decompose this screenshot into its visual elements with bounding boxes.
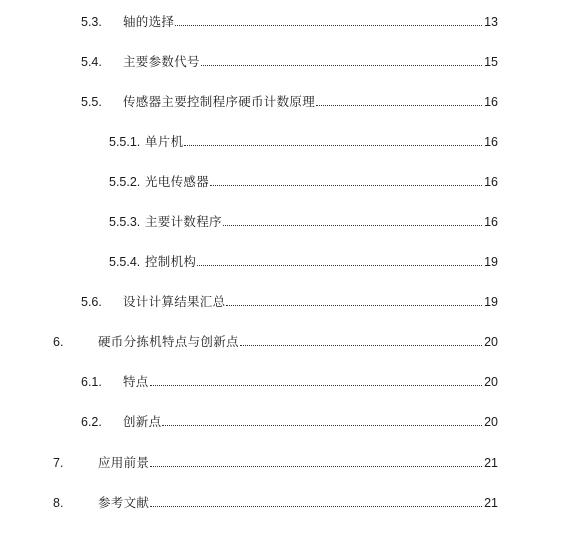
toc-entry-title: 应用前景 bbox=[98, 455, 150, 470]
toc-entry-number: 6.1. bbox=[81, 375, 102, 389]
toc-leader-dots bbox=[150, 384, 482, 386]
toc-entry-page: 20 bbox=[484, 375, 498, 389]
toc-leader-dots bbox=[226, 304, 482, 306]
toc-entry-number: 5.5.1. bbox=[109, 135, 141, 149]
toc-leader-dots bbox=[210, 184, 482, 186]
toc-entry-number: 5.5.3. bbox=[109, 215, 141, 229]
toc-entry-5-3[interactable] bbox=[81, 10, 498, 30]
toc-entry-number: 5.4. bbox=[81, 55, 102, 69]
toc-entry-5-5-2[interactable] bbox=[109, 170, 498, 190]
toc-entry-page: 19 bbox=[484, 255, 498, 269]
toc-entry-number: 5.5.4. bbox=[109, 255, 141, 269]
toc-leader-dots bbox=[150, 505, 482, 507]
toc-entry-6-2[interactable] bbox=[81, 410, 498, 430]
toc-leader-dots bbox=[316, 104, 482, 106]
toc-entry-title: 硬币分拣机特点与创新点 bbox=[98, 334, 239, 349]
toc-entry-title: 参考文献 bbox=[98, 495, 150, 510]
toc-entry-title: 轴的选择 bbox=[123, 14, 175, 29]
toc-entry-title: 传感器主要控制程序硬币计数原理 bbox=[123, 94, 316, 109]
toc-leader-dots bbox=[150, 465, 482, 467]
toc-entry-page: 16 bbox=[484, 175, 498, 189]
toc-entry-title: 特点 bbox=[123, 374, 149, 389]
toc-entry-6[interactable] bbox=[53, 330, 498, 350]
toc-entry-page: 20 bbox=[484, 415, 498, 429]
toc-leader-dots bbox=[223, 224, 482, 226]
toc-entry-5-5[interactable] bbox=[81, 90, 498, 110]
toc-entry-page: 21 bbox=[484, 456, 498, 470]
toc-entry-7[interactable] bbox=[53, 451, 498, 471]
toc-entry-number: 5.5. bbox=[81, 95, 102, 109]
toc-leader-dots bbox=[197, 264, 482, 266]
toc-entry-number: 5.6. bbox=[81, 295, 102, 309]
toc-entry-page: 15 bbox=[484, 55, 498, 69]
toc-leader-dots bbox=[201, 64, 482, 66]
toc-entry-number: 8. bbox=[53, 496, 64, 510]
toc-leader-dots bbox=[184, 144, 482, 146]
toc-entry-number: 7. bbox=[53, 456, 64, 470]
toc-entry-page: 13 bbox=[484, 15, 498, 29]
toc-entry-title: 控制机构 bbox=[145, 254, 197, 269]
toc-entry-5-6[interactable] bbox=[81, 290, 498, 310]
toc-entry-6-1[interactable] bbox=[81, 370, 498, 390]
toc-entry-page: 16 bbox=[484, 215, 498, 229]
toc-leader-dots bbox=[162, 424, 482, 426]
toc-entry-title: 设计计算结果汇总 bbox=[123, 294, 226, 309]
toc-entry-title: 主要计数程序 bbox=[145, 214, 222, 229]
toc-entry-5-5-3[interactable] bbox=[109, 210, 498, 230]
toc-entry-number: 6. bbox=[53, 335, 64, 349]
toc-entry-5-4[interactable] bbox=[81, 50, 498, 70]
toc-entry-page: 16 bbox=[484, 95, 498, 109]
toc-entry-5-5-4[interactable] bbox=[109, 250, 498, 270]
toc-entry-title: 单片机 bbox=[145, 134, 184, 149]
toc-entry-title: 创新点 bbox=[123, 414, 162, 429]
toc-entry-title: 光电传感器 bbox=[145, 174, 210, 189]
toc-entry-8[interactable] bbox=[53, 491, 498, 511]
toc-entry-number: 5.5.2. bbox=[109, 175, 141, 189]
toc-entry-number: 6.2. bbox=[81, 415, 102, 429]
toc-entry-page: 21 bbox=[484, 496, 498, 510]
toc-leader-dots bbox=[240, 344, 482, 346]
toc-entry-page: 19 bbox=[484, 295, 498, 309]
toc-leader-dots bbox=[175, 24, 482, 26]
toc-entry-page: 20 bbox=[484, 335, 498, 349]
toc-entry-5-5-1[interactable] bbox=[109, 130, 498, 150]
toc-entry-number: 5.3. bbox=[81, 15, 102, 29]
toc-entry-title: 主要参数代号 bbox=[123, 54, 200, 69]
toc-entry-page: 16 bbox=[484, 135, 498, 149]
